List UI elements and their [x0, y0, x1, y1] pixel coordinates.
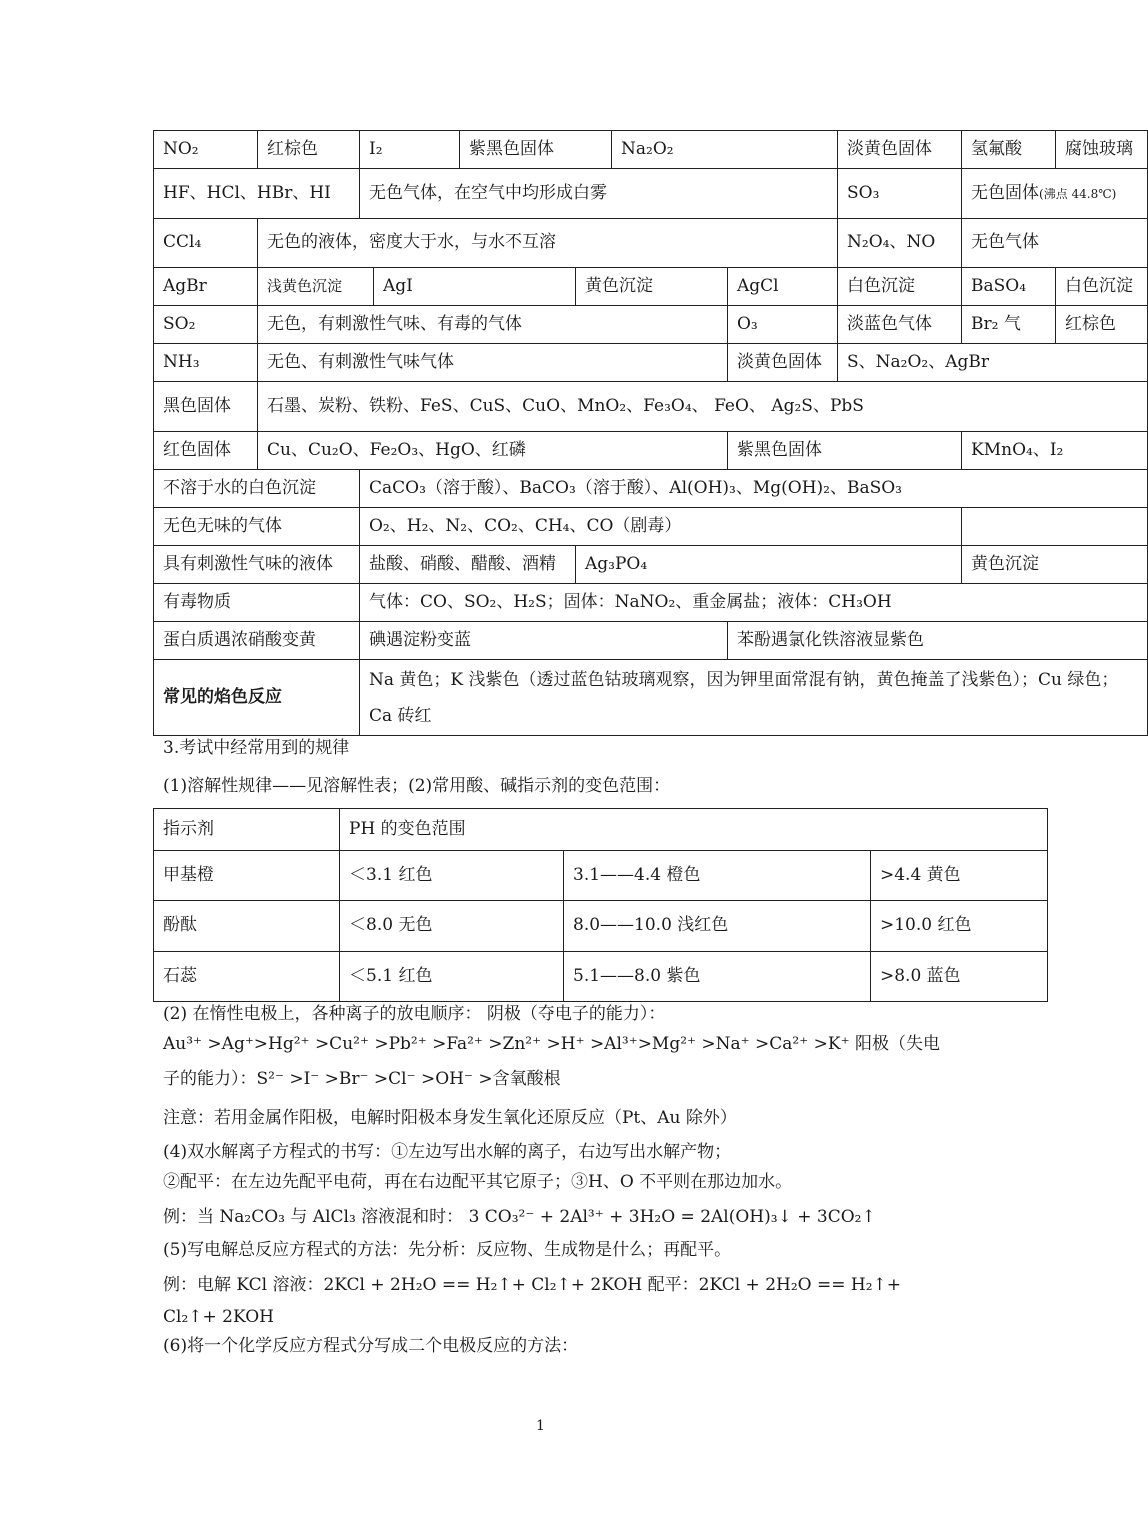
table-cell: 气体：CO、SO₂、H₂S；固体：NaNO₂、重金属盐；液体：CH₃OH [360, 584, 1148, 622]
table-cell: I₂ [360, 131, 460, 169]
table-cell: Br₂ 气 [962, 306, 1056, 344]
table-row [154, 470, 1148, 508]
table-row [154, 809, 1048, 851]
table-row [154, 952, 1048, 1002]
table-cell: 常见的焰色反应 [154, 660, 360, 736]
table-cell: >8.0 蓝色 [871, 952, 1048, 1002]
table-cell: 5.1——8.0 紫色 [564, 952, 871, 1002]
table-cell: N₂O₄、NO [838, 219, 962, 268]
table-row [154, 622, 1148, 660]
table-cell: AgI [374, 268, 576, 306]
table-row [154, 219, 1148, 268]
table-row [154, 306, 1148, 344]
table-cell: 石蕊 [154, 952, 340, 1002]
table-cell: Cu、Cu₂O、Fe₂O₃、HgO、红磷 [258, 432, 728, 470]
table-cell: 淡蓝色气体 [838, 306, 962, 344]
table-cell: ＜3.1 红色 [340, 851, 564, 901]
table-cell: KMnO₄、I₂ [962, 432, 1148, 470]
cell-text: 无色固体 [971, 182, 1040, 203]
table-cell: 无色气体，在空气中均形成白雾 [360, 169, 838, 219]
table-cell: CaCO₃（溶于酸）、BaCO₃（溶于酸）、Al(OH)₃、Mg(OH)₂、BaSO₃ [360, 470, 1148, 508]
text-line: Au³⁺ >Ag⁺>Hg²⁺ >Cu²⁺ >Pb²⁺ >Fa²⁺ >Zn²⁺ >H⁺ >Al³⁺>Mg²⁺ >Na⁺ >Ca²⁺ >K⁺ 阳极（失电 [163, 1034, 940, 1054]
table-cell: >10.0 红色 [871, 901, 1048, 952]
table-row [154, 660, 1148, 736]
table-cell: 蛋白质遇浓硝酸变黄 [154, 622, 360, 660]
text-line: 注意：若用金属作阳极，电解时阳极本身发生氧化还原反应（Pt、Au 除外） [163, 1108, 737, 1128]
table-cell: 淡黄色固体 [838, 131, 962, 169]
table-cell: 具有刺激性气味的液体 [154, 546, 360, 584]
table-row [154, 584, 1148, 622]
table-cell: 碘遇淀粉变蓝 [360, 622, 728, 660]
table-row [154, 851, 1048, 901]
table-cell: O₃ [728, 306, 838, 344]
table-cell: 紫黑色固体 [728, 432, 962, 470]
table-cell: 淡黄色固体 [728, 344, 838, 382]
table-cell: 酚酞 [154, 901, 340, 952]
table-cell: AgCl [728, 268, 838, 306]
table-row [154, 508, 1148, 546]
table-row [154, 901, 1048, 952]
section-subtitle: (1)溶解性规律——见溶解性表；(2)常用酸、碱指示剂的变色范围： [163, 776, 671, 796]
table-row [154, 432, 1148, 470]
table-cell: 无色，有刺激性气味、有毒的气体 [258, 306, 728, 344]
table-cell: 指示剂 [154, 809, 340, 851]
table-cell [962, 169, 1148, 219]
table-cell: 不溶于水的白色沉淀 [154, 470, 360, 508]
table-cell: PH 的变色范围 [340, 809, 1048, 851]
table-cell: O₂、H₂、N₂、CO₂、CH₄、CO（剧毒） [360, 508, 962, 546]
text-line: (2) 在惰性电极上，各种离子的放电顺序： 阴极（夺电子的能力）： [163, 1004, 666, 1024]
section-title: 3.考试中经常用到的规律 [163, 738, 350, 758]
substance-properties-table [153, 130, 1148, 736]
table-cell: 无色气体 [962, 219, 1148, 268]
text-line: 例：电解 KCl 溶液：2KCl + 2H₂O == H₂↑+ Cl₂↑+ 2KOH 配平：2KCl + 2H₂O == H₂↑+ [163, 1275, 902, 1295]
table-cell [962, 508, 1148, 546]
text-line: Cl₂↑+ 2KOH [163, 1307, 274, 1327]
table-cell: NO₂ [154, 131, 258, 169]
table-cell: 石墨、炭粉、铁粉、FeS、CuS、CuO、MnO₂、Fe₃O₄、 FeO、 Ag₂S、PbS [258, 382, 1148, 432]
table-cell: 3.1——4.4 橙色 [564, 851, 871, 901]
table-cell: ＜5.1 红色 [340, 952, 564, 1002]
table-cell: ＜8.0 无色 [340, 901, 564, 952]
text-line: 子的能力）：S²⁻ >I⁻ >Br⁻ >Cl⁻ >OH⁻ >含氧酸根 [163, 1069, 561, 1089]
table-cell: 黄色沉淀 [576, 268, 728, 306]
table-cell: BaSO₄ [962, 268, 1056, 306]
indicator-table [153, 808, 1048, 1002]
table-cell: 8.0——10.0 浅红色 [564, 901, 871, 952]
table-cell: 氢氟酸 [962, 131, 1056, 169]
table-row [154, 546, 1148, 584]
table-row [154, 344, 1148, 382]
table-row [154, 268, 1148, 306]
table-cell: 有毒物质 [154, 584, 360, 622]
table-cell: AgBr [154, 268, 258, 306]
table-cell: 甲基橙 [154, 851, 340, 901]
table-cell: 红棕色 [1056, 306, 1148, 344]
table-cell: 腐蚀玻璃 [1056, 131, 1148, 169]
text-line: 例：当 Na₂CO₃ 与 AlCl₃ 溶液混和时： 3 CO₃²⁻ + 2Al³⁺ + 3H₂O = 2Al(OH)₃↓ + 3CO₂↑ [163, 1207, 876, 1227]
table-cell: Na 黄色；K 浅紫色（透过蓝色钴玻璃观察，因为钾里面常混有钠，黄色掩盖了浅紫色）；Cu 绿色； Ca 砖红 [360, 660, 1148, 736]
table-cell: 无色无味的气体 [154, 508, 360, 546]
table-cell: 红棕色 [258, 131, 360, 169]
text-line: ②配平：在左边先配平电荷，再在右边配平其它原子；③H、O 不平则在那边加水。 [163, 1172, 793, 1192]
table-cell: 黑色固体 [154, 382, 258, 432]
table-cell: 无色、有刺激性气味气体 [258, 344, 728, 382]
table-cell: Na₂O₂ [612, 131, 838, 169]
table-cell: SO₃ [838, 169, 962, 219]
table-cell: 白色沉淀 [1056, 268, 1148, 306]
boiling-point-note: (沸点 44.8℃) [1039, 186, 1117, 201]
table-cell: 苯酚遇氯化铁溶液显紫色 [728, 622, 1148, 660]
table-row [154, 169, 1148, 219]
table-cell: 黄色沉淀 [962, 546, 1148, 584]
table-cell: 无色的液体，密度大于水，与水不互溶 [258, 219, 838, 268]
table-cell: NH₃ [154, 344, 258, 382]
table-cell: S、Na₂O₂、AgBr [838, 344, 1148, 382]
text-line: (4)双水解离子方程式的书写：①左边写出水解的离子，右边写出水解产物； [163, 1142, 732, 1162]
text-line: (6)将一个化学反应方程式分写成二个电极反应的方法： [163, 1336, 579, 1356]
table-cell: Ag₃PO₄ [576, 546, 962, 584]
table-cell: SO₂ [154, 306, 258, 344]
table-cell: HF、HCl、HBr、HI [154, 169, 360, 219]
text-line: (5)写电解总反应方程式的方法：先分析：反应物、生成物是什么；再配平。 [163, 1240, 732, 1260]
table-cell: 紫黑色固体 [460, 131, 612, 169]
table-cell: 浅黄色沉淀 [258, 268, 374, 306]
page-number: 1 [536, 1418, 545, 1434]
table-cell: 盐酸、硝酸、醋酸、酒精 [360, 546, 576, 584]
table-cell: CCl₄ [154, 219, 258, 268]
table-row [154, 382, 1148, 432]
table-cell: >4.4 黄色 [871, 851, 1048, 901]
table-cell: 白色沉淀 [838, 268, 962, 306]
table-cell: 红色固体 [154, 432, 258, 470]
table-row [154, 131, 1148, 169]
